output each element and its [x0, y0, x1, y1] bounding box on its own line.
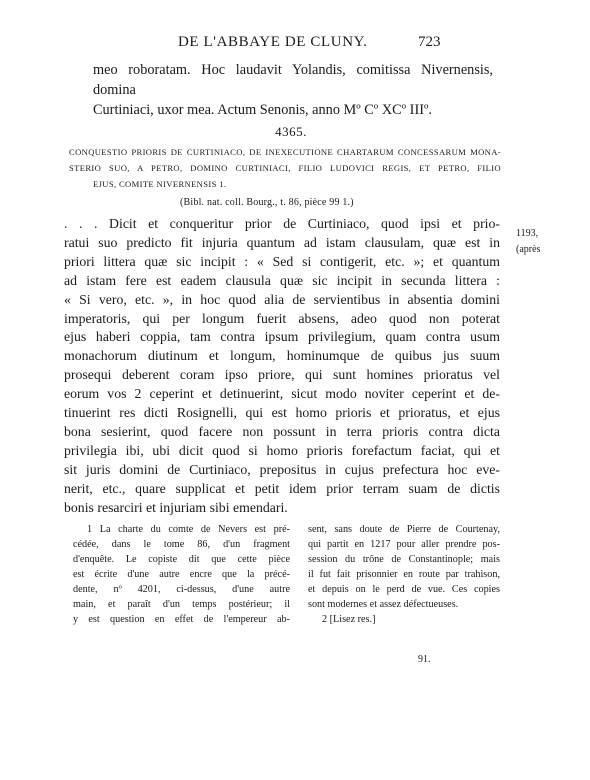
body-line: monachorum diutinum et longum, hominumque de quibus jus suum — [64, 348, 500, 364]
footnote-line: dente, nº 4201, ci-dessus, d'une autre — [73, 584, 290, 595]
footnote-line: 2 [Lisez res.] — [322, 614, 376, 625]
body-line: ratui suo predicto fit injuria quantum ad istam clausulam, quæ est in — [64, 234, 500, 250]
body-line: . . . Dicit et conqueritur prior de Curtiniaco, quod ipsi et prio- — [64, 216, 500, 231]
carry-over-line: Curtiniaci, uxor mea. Actum Senonis, anno Mº Cº XCº IIIº. — [93, 102, 432, 118]
body-line: nerit, etc., quare supplicat et petit idem prior terram suam de dictis — [64, 480, 500, 496]
body-line: prosequi deberent coram ipso priore, qui sunt homines prioratus vel — [64, 367, 500, 383]
body-line: eorum vos 2 ceperint et detinuerint, sicut modo noviter ceperint et de- — [64, 386, 500, 402]
running-title: DE L'ABBAYE DE CLUNY. — [178, 34, 368, 50]
source-citation: (Bibl. nat. coll. Bourg., t. 86, pièce 99 1.) — [180, 197, 354, 208]
margin-date — [516, 226, 540, 258]
page-number: 723 — [418, 34, 441, 50]
body-line: bonis resarciri et injuriam sibi emendari. — [64, 499, 288, 515]
footnote-line: cédée, dans le tome 86, d'un fragment — [73, 539, 290, 550]
charter-number — [0, 124, 590, 140]
carry-over-line: meo roboratam. Hoc laudavit Yolandis, comitissa Nivernensis, domina — [93, 62, 493, 98]
footnote-line: session du trône de Constantinople; mais — [308, 554, 500, 565]
page-header — [0, 34, 590, 54]
footnotes-right-column — [308, 522, 500, 627]
footnotes-left-column — [73, 522, 290, 627]
rubric-line: STERIO SUO, A PETRO, DOMINO CURTINIACI, FILIO LUDOVICI REGIS, ET PETRO, FILIO — [69, 163, 501, 173]
charter-body — [64, 215, 500, 518]
body-line: tinuerint res dicti Rosignelli, qui est homo prioris et prioratus, et ejus — [64, 405, 500, 421]
body-line: ad istam fere est eadem clausula quæ sic incipit in secunda littera : — [64, 272, 500, 288]
footnote-line: 1 La charte du comte de Nevers est pré- — [87, 524, 290, 535]
rubric-line: CONQUESTIO PRIORIS DE CURTINIACO, DE INEXECUTIONE CHARTARUM CONCESSARUM MONA- — [69, 147, 501, 157]
rubric-line: EJUS, COMITE NIVERNENSIS 1. — [93, 179, 227, 189]
footnote-line: il fut fait prisonnier en route par trahison, — [308, 569, 500, 580]
margin-date-line: (après — [516, 244, 541, 255]
footnote-line: sont modernes et assez défectueuses. — [308, 599, 459, 610]
body-line: imperatoris, qui per longum fuerit absens, adeo quod non poterat — [64, 310, 500, 326]
footnote-line: d'enquête. Le copiste dit que cette pièce — [73, 554, 290, 565]
footnote-line: main, et paraît d'un temps postérieur; il — [73, 599, 290, 610]
footnote-line: sent, sans doute de Pierre de Courtenay, — [308, 524, 500, 535]
charter-number-text: 4365. — [275, 124, 307, 139]
carry-over-text — [93, 60, 493, 120]
footnote-line: est écrite d'une autre encre que la précé- — [73, 569, 290, 580]
body-line: sit juris domini de Curtiniaco, prepositus in cujus prefectura hoc eve- — [64, 461, 500, 477]
footnote-line: et depuis on le perd de vue. Ces copies — [308, 584, 500, 595]
body-line: privilegia ibi, ubi dicit quod si homo prioris forefactum faciat, qui et — [64, 442, 500, 458]
body-line: bona sesierint, quod facere non possunt in terra prioris contra dicta — [64, 423, 500, 439]
margin-date-line: 1193, — [516, 228, 539, 239]
body-line: priori littera quæ sic incipit : « Sed si contigerit, etc. »; et quantum — [64, 253, 500, 269]
body-line: « Si vero, etc. », in hoc quod alia de servientibus in absentia domini — [64, 291, 500, 307]
signature-mark: 91. — [418, 654, 431, 665]
footnote-line: qui partit en 1217 pour aller prendre pos- — [308, 539, 500, 550]
body-line: ejus haberi coppia, tam contra ipsum privilegium, quam contra usum — [64, 329, 500, 345]
charter-rubric — [69, 144, 501, 192]
footnote-line: y est question en effet de l'empereur ab- — [73, 614, 290, 625]
